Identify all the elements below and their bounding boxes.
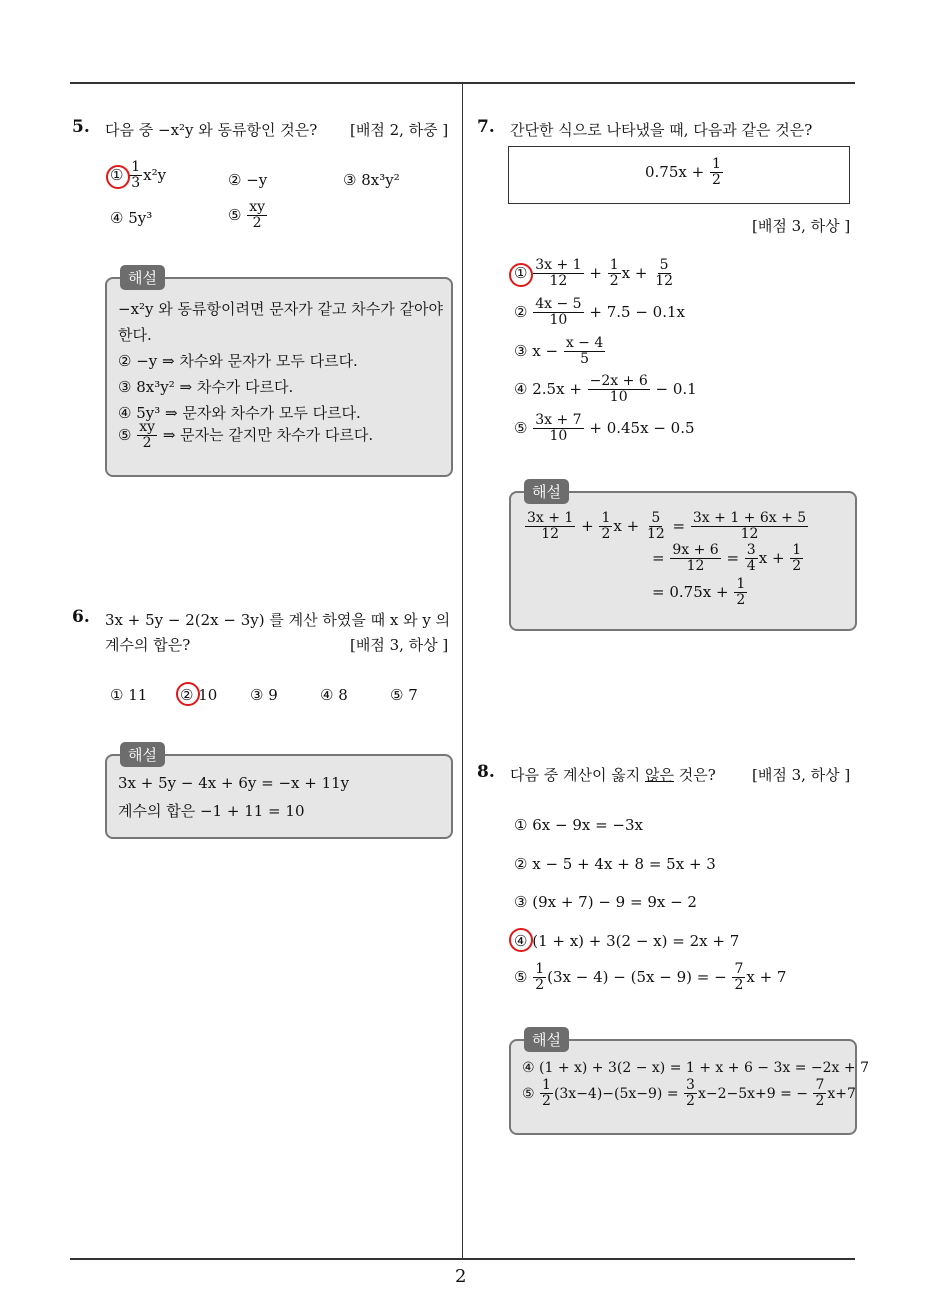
q5-expl-line-4: ③ 8x³y² ⇒ 차수가 다르다. <box>118 378 294 396</box>
q8-option-1[interactable]: ① 6x − 9x = −3x <box>514 816 644 834</box>
question-6-text-1: 3x + 5y − 2(2x − 3y) 를 계산 하였을 때 x 와 y 의 <box>105 611 451 629</box>
page-number: 2 <box>455 1266 467 1287</box>
q5-option-2[interactable]: ② −y <box>228 171 268 189</box>
question-7-meta: [배점 3, 하상 ] <box>752 217 851 235</box>
q7-expl-row-1: $\frac{3x + 1}{12}$ + $\frac{1}{2}$ x + $\frac{5}{12}$ = $\frac{3x + 1 + 6x + 5}{12}$ <box>527 510 807 543</box>
q8-expl-line-2: ⑤ $\frac{1}{2}$ (3x−4)−(5x−9) = $\frac{3}{2}$ x−2−5x+9 = − $\frac{7}{2}$ x+7 <box>522 1077 856 1110</box>
q6-expl-line-1: 3x + 5y − 4x + 6y = −x + 11y <box>118 774 350 792</box>
q7-option-5[interactable]: ⑤ $\frac{3x + 7}{10}$ + 0.45x − 0.5 <box>514 412 695 445</box>
q8-explanation-tag: 해설 <box>524 1027 569 1052</box>
bottom-rule <box>70 1258 855 1260</box>
q5-option-1-fraction: $\frac{1}{3}$ <box>131 159 141 192</box>
answer-mark-q8 <box>509 928 533 952</box>
q5-expl-line-1: −x²y 와 동류항이려면 문자가 같고 차수가 같아야 <box>118 300 443 318</box>
q6-option-2[interactable]: ② 10 <box>180 686 218 704</box>
q5-option-1-tail: x²y <box>143 165 167 184</box>
question-7-text: 간단한 식으로 나타냈을 때, 다음과 같은 것은? <box>510 121 813 139</box>
question-8-number: 8. <box>477 762 495 782</box>
q5-option-5[interactable] <box>228 200 268 232</box>
q8-option-5[interactable]: ⑤ $\frac{1}{2}$ (3x − 4) − (5x − 9) = − $\frac{7}{2}$ x + 7 <box>514 961 787 994</box>
q8-option-4[interactable]: ④ (1 + x) + 3(2 − x) = 2x + 7 <box>514 932 740 950</box>
q8-option-2[interactable]: ② x − 5 + 4x + 8 = 5x + 3 <box>514 855 716 873</box>
q5-expl-line-2: 한다. <box>118 326 152 344</box>
q7-option-2[interactable]: ② $\frac{4x - 5}{10}$ + 7.5 − 0.1x <box>514 296 685 329</box>
question-6-meta: [배점 3, 하상 ] <box>350 636 449 654</box>
q8-option-3[interactable]: ③ (9x + 7) − 9 = 9x − 2 <box>514 893 697 911</box>
q5-option-5-fraction: $\frac{xy}{2}$ <box>249 199 266 232</box>
question-8-text: 다음 중 계산이 옳지 않은 것은? <box>510 766 716 784</box>
answer-mark-q5 <box>106 165 130 189</box>
question-6-number: 6. <box>72 607 90 627</box>
question-7-number: 7. <box>477 117 495 137</box>
q6-option-4[interactable]: ④ 8 <box>320 686 348 704</box>
q7-option-1[interactable]: ① $\frac{3x + 1}{12}$ + $\frac{1}{2}$ x + $\frac{5}{12}$ <box>514 257 674 290</box>
q6-option-1[interactable]: ① 11 <box>110 686 148 704</box>
q7-option-4[interactable]: ④ 2.5x + $\frac{-2x + 6}{10}$ − 0.1 <box>514 373 697 406</box>
q5-option-4[interactable]: ④ 5y³ <box>110 209 153 227</box>
q7-expl-row-2: = $\frac{9x + 6}{12}$ = $\frac{3}{4}$ x + $\frac{1}{2}$ <box>652 542 802 575</box>
answer-mark-q7 <box>509 263 533 287</box>
q6-explanation-tag: 해설 <box>120 742 165 767</box>
q6-expl-line-2: 계수의 합은 −1 + 11 = 10 <box>118 802 305 820</box>
q7-expl-row-3: = 0.75x + $\frac{1}{2}$ <box>652 576 746 609</box>
q6-option-3[interactable]: ③ 9 <box>250 686 278 704</box>
q7-option-3[interactable]: ③ x − $\frac{x - 4}{5}$ <box>514 335 604 368</box>
q5-option-3[interactable]: ③ 8x³y² <box>343 171 400 189</box>
q5-explanation-tag: 해설 <box>120 265 165 290</box>
q7-explanation-tag: 해설 <box>524 479 569 504</box>
q5-option-1-label: ① <box>110 165 124 184</box>
question-5-number: 5. <box>72 117 90 137</box>
question-5-meta: [배점 2, 하중 ] <box>350 121 449 139</box>
question-5-text: 다음 중 −x²y 와 동류항인 것은? <box>105 121 318 139</box>
column-divider <box>462 84 463 1258</box>
q6-option-5[interactable]: ⑤ 7 <box>390 686 418 704</box>
question-6-text-2: 계수의 합은? <box>105 636 191 654</box>
q7-given-expression: 0.75x + $\frac{1}{2}$ <box>645 156 721 189</box>
q5-option-5-label: ⑤ <box>228 205 242 224</box>
q5-expl-line-6: ⑤ $\frac{xy}{2}$ ⇒ 문자는 같지만 차수가 다르다. <box>118 419 374 452</box>
q5-expl-line-5: ④ 5y³ ⇒ 문자와 차수가 모두 다르다. <box>118 404 361 422</box>
q8-expl-line-1: ④ (1 + x) + 3(2 − x) = 1 + x + 6 − 3x = −2x + 7 <box>522 1060 869 1076</box>
question-8-meta: [배점 3, 하상 ] <box>752 766 851 784</box>
q5-expl-line-3: ② −y ⇒ 차수와 문자가 모두 다르다. <box>118 352 358 370</box>
answer-mark-q6 <box>176 682 200 706</box>
